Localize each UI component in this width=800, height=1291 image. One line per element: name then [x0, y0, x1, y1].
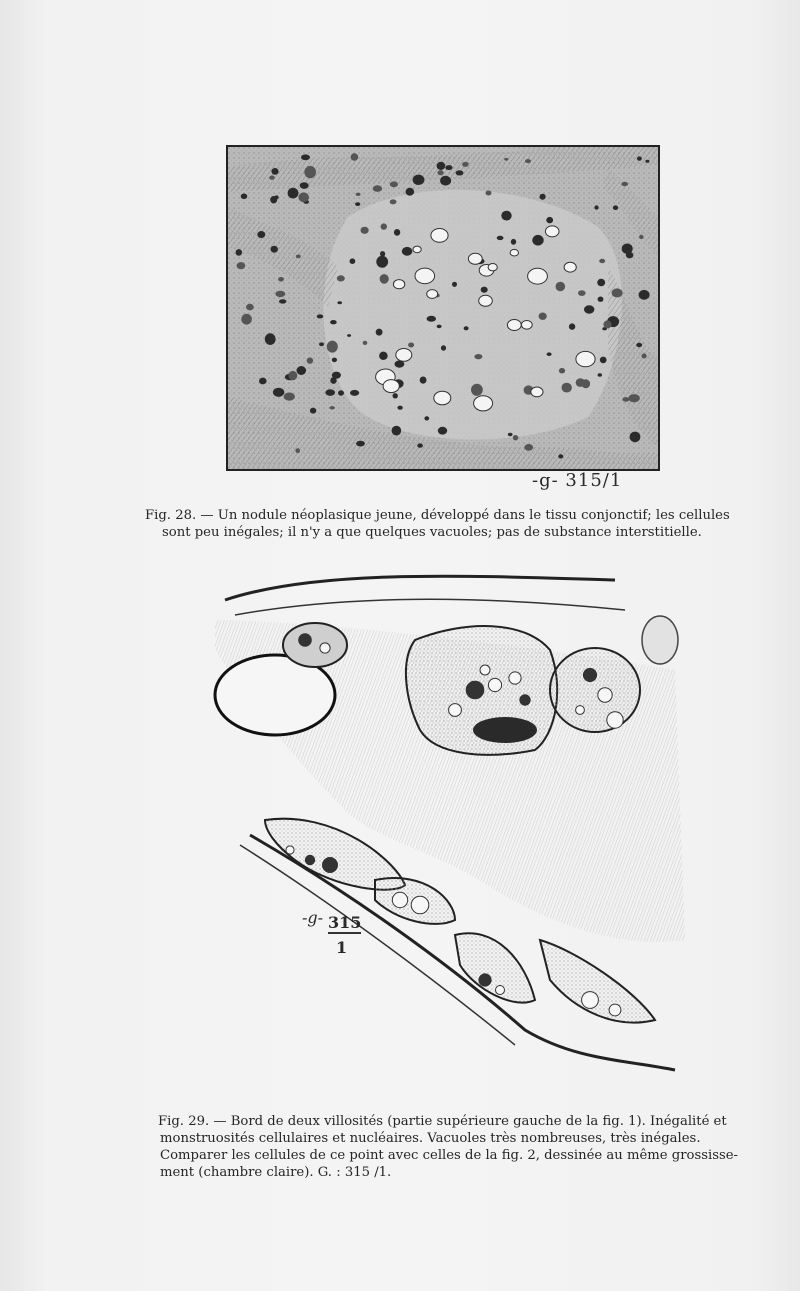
nucleus	[337, 301, 342, 304]
nucleus	[330, 406, 335, 409]
nucleus	[327, 341, 338, 353]
nucleus	[547, 352, 552, 356]
nucleus	[639, 290, 650, 300]
membrane-top-inner	[235, 599, 625, 615]
vacuole	[286, 846, 294, 854]
figure-29-caption-line-2: monstruosités cellulaires et nucléaires. Vacuoles très nombreuses, très inégales.	[160, 1131, 701, 1146]
nucleus	[361, 227, 369, 234]
nucleus	[456, 170, 464, 175]
nucleus	[274, 195, 278, 199]
nucleus	[424, 416, 429, 420]
nucleus	[637, 156, 642, 160]
nucleus	[397, 406, 402, 410]
nucleus	[298, 192, 309, 202]
vacuole	[509, 672, 521, 684]
villus-cell-4	[540, 940, 655, 1023]
nucleus	[603, 320, 611, 328]
nucleus	[350, 258, 356, 264]
vacuole	[609, 1004, 621, 1016]
nucleus	[636, 343, 642, 347]
nucleus	[350, 390, 359, 396]
nucleus	[271, 246, 278, 253]
nucleus	[481, 287, 488, 293]
vacuole	[415, 268, 435, 284]
nucleus	[351, 153, 359, 160]
nucleus	[380, 274, 389, 284]
vacuole	[468, 253, 482, 264]
nucleus	[562, 383, 572, 393]
nucleus	[330, 320, 337, 324]
nucleus	[363, 341, 368, 345]
nucleus	[437, 162, 446, 170]
right-edge-cell	[642, 616, 678, 664]
nucleus	[278, 277, 284, 282]
vacuole	[496, 986, 505, 995]
nucleus	[598, 373, 602, 376]
nucleus	[438, 427, 447, 435]
nucleus	[269, 176, 274, 180]
figure-28-caption-line-2: sont peu inégales; il n'y a que quelques vacuoles; pas de substance interstitielle.	[162, 525, 702, 540]
nucleus	[289, 371, 298, 380]
nucleus	[392, 426, 402, 436]
nucleus	[599, 259, 605, 263]
nucleus	[347, 334, 351, 337]
figure-28-caption	[145, 507, 755, 541]
nucleus	[301, 154, 310, 160]
nucleus	[578, 290, 586, 296]
nucleus	[622, 244, 633, 254]
vacuole	[583, 668, 596, 681]
nucleus	[417, 443, 423, 447]
nucleus	[513, 435, 518, 440]
nucleus	[402, 247, 413, 256]
figure-29-caption-line-3: Comparer les cellules de ce point avec celles de la fig. 2, dessinée au même grossisse-	[160, 1148, 739, 1163]
vacuole	[392, 892, 407, 907]
nucleus	[259, 378, 267, 385]
nucleus	[406, 188, 415, 196]
nucleus	[642, 354, 647, 359]
figure-28-signature: -g- 315/1	[532, 470, 623, 491]
vacuole	[474, 396, 493, 411]
vacuole	[528, 268, 548, 284]
nucleus	[501, 211, 511, 221]
nucleus	[408, 343, 414, 348]
nucleus	[356, 193, 361, 196]
nucleus	[464, 326, 469, 330]
nucleus	[332, 372, 341, 379]
nucleus	[317, 314, 324, 318]
nucleus	[376, 256, 388, 268]
nucleus	[556, 282, 566, 291]
figure-29-signature	[302, 908, 362, 968]
nucleus	[237, 262, 246, 269]
nucleus	[279, 299, 286, 303]
vacuole	[479, 295, 493, 306]
figure-29-illustration	[195, 560, 695, 1100]
nucleus	[612, 288, 623, 297]
nucleus	[445, 165, 452, 170]
nucleus	[597, 279, 605, 287]
vacuole	[411, 896, 429, 914]
vacuole	[582, 992, 599, 1009]
nucleus	[332, 358, 337, 363]
nucleus	[390, 181, 398, 187]
nucleus	[265, 333, 276, 345]
vacuole	[479, 974, 491, 986]
vacuole	[488, 264, 497, 271]
nucleus	[613, 205, 618, 210]
vacuole	[396, 349, 412, 362]
vacuole	[427, 290, 438, 299]
nucleus	[297, 366, 307, 375]
villus-cell-3	[455, 933, 535, 1002]
vacuole	[545, 226, 559, 237]
right-cell	[550, 648, 640, 732]
vacuole	[576, 351, 595, 366]
cell-cluster-left	[283, 623, 347, 667]
nucleus	[540, 194, 546, 200]
nucleus	[497, 236, 504, 240]
vacuole	[431, 229, 448, 243]
vacuole	[531, 387, 543, 397]
vacuole	[393, 280, 404, 289]
nucleus	[639, 235, 643, 239]
nucleus	[504, 158, 508, 161]
nucleus	[271, 168, 278, 175]
vacuole	[383, 380, 399, 393]
nucleus	[474, 354, 482, 359]
nucleus	[440, 176, 451, 186]
nucleus	[576, 378, 585, 387]
signature-denominator: 1	[336, 938, 348, 957]
vacuole	[510, 249, 518, 256]
nucleus	[390, 199, 397, 204]
vacuole	[521, 321, 532, 330]
nucleus	[355, 202, 360, 206]
nucleus	[511, 239, 516, 245]
vacuole	[449, 704, 462, 717]
figure-29-caption	[158, 1113, 754, 1181]
signature-numerator: 315	[328, 913, 362, 932]
nucleus	[304, 166, 316, 178]
nucleus	[621, 182, 628, 186]
nucleus	[524, 444, 533, 451]
nucleus	[338, 390, 344, 395]
vacuole	[299, 634, 312, 647]
nucleus	[310, 408, 316, 414]
nucleus	[307, 357, 313, 363]
vacuole	[598, 688, 612, 702]
nucleus	[437, 325, 442, 329]
vacuole	[520, 695, 530, 705]
nucleus	[559, 368, 565, 374]
vacuole	[320, 643, 330, 653]
membrane-top	[225, 576, 615, 600]
nucleus	[645, 160, 649, 163]
vacuole	[576, 706, 585, 715]
vacuole	[323, 858, 338, 873]
nucleus	[393, 393, 398, 398]
nucleus	[595, 205, 599, 209]
nucleus	[319, 342, 324, 346]
nucleus	[452, 282, 457, 287]
nucleus	[569, 323, 575, 329]
nodule-mass	[323, 190, 622, 440]
nucleus	[427, 316, 436, 322]
signature-mark: -g-	[302, 908, 324, 927]
nucleus	[546, 217, 553, 223]
nucleus	[379, 352, 388, 360]
nucleus	[236, 249, 243, 256]
nucleus	[288, 188, 299, 199]
nucleus	[598, 297, 604, 302]
vacuole	[607, 712, 623, 728]
nucleus	[295, 448, 300, 453]
nucleus	[394, 229, 400, 236]
figure-29-caption-line-4: ment (chambre claire). G. : 315 /1.	[160, 1165, 392, 1180]
nucleus	[420, 377, 427, 384]
nucleus	[471, 384, 483, 396]
vacuole	[434, 391, 451, 405]
vacuole	[564, 262, 576, 272]
nucleus	[275, 291, 285, 297]
nucleus	[600, 357, 607, 364]
vacuole	[507, 320, 521, 331]
nucleus	[558, 454, 563, 458]
nucleus	[241, 314, 252, 325]
figure-28-caption-line-1: Fig. 28. — Un nodule néoplasique jeune, développé dans le tissu conjonctif; les cellules	[145, 508, 730, 523]
nucleus	[381, 223, 387, 229]
nucleus	[532, 235, 543, 246]
vacuole	[480, 665, 490, 675]
nucleus	[373, 185, 382, 192]
nucleus	[441, 345, 446, 350]
nucleus	[584, 305, 594, 313]
nucleus	[296, 255, 301, 259]
nucleus	[508, 433, 513, 436]
nucleus	[628, 394, 639, 402]
nucleus	[413, 175, 425, 185]
nucleus	[284, 393, 295, 401]
figure-28-drawing	[228, 147, 658, 469]
nucleus	[241, 194, 248, 200]
nucleus	[257, 231, 265, 238]
nucleus	[486, 191, 492, 196]
vacuole	[466, 681, 484, 699]
nucleus	[525, 159, 531, 163]
nucleus	[622, 397, 629, 402]
giant-cell-nucleus	[473, 717, 537, 743]
nucleus	[337, 275, 345, 281]
nucleus	[325, 389, 335, 396]
nucleus	[462, 162, 469, 167]
nucleus	[273, 388, 284, 397]
figure-29-drawing	[195, 560, 695, 1100]
nucleus	[356, 441, 365, 447]
nucleus	[437, 170, 443, 175]
figure-29-caption-line-1: Fig. 29. — Bord de deux villosités (partie supérieure gauche de la fig. 1). Inégalité et	[158, 1114, 727, 1129]
figure-28-illustration	[226, 145, 660, 471]
nucleus	[300, 182, 309, 189]
nucleus	[630, 432, 641, 443]
vacuole	[413, 246, 421, 253]
nucleus	[246, 304, 254, 311]
vacuole	[305, 855, 314, 864]
nucleus	[539, 313, 547, 320]
nucleus	[376, 329, 383, 336]
vacuole	[488, 678, 501, 691]
